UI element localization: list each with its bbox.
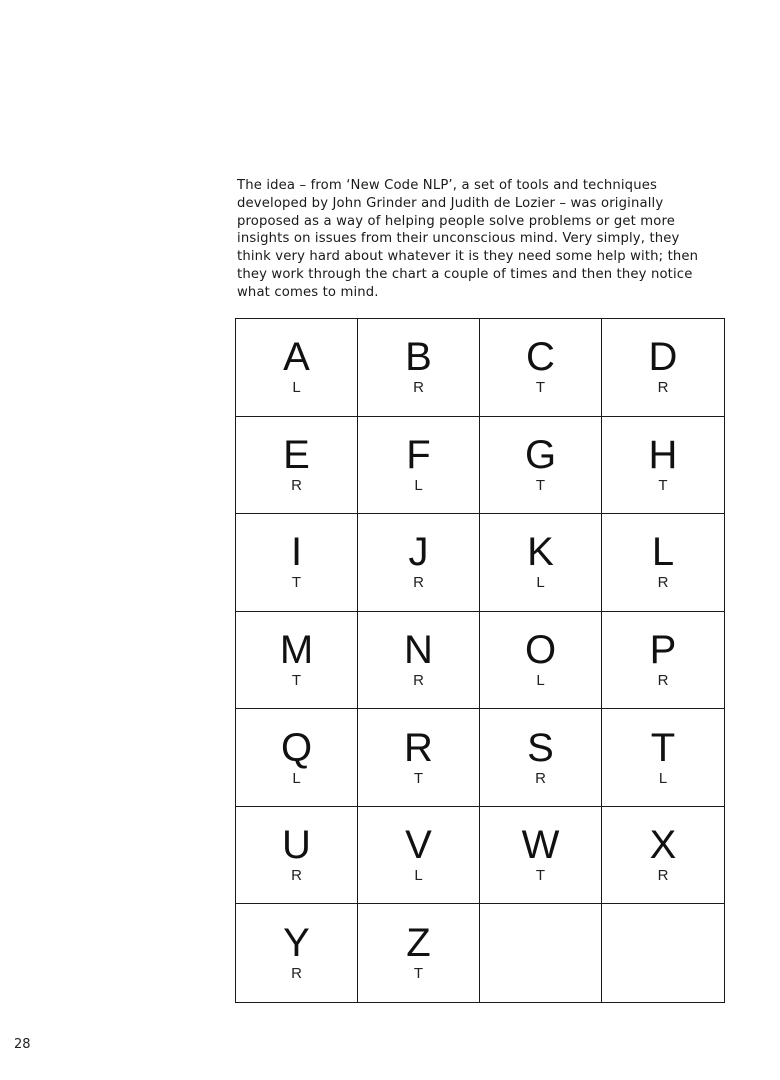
cell-letter: R: [404, 725, 433, 770]
cell-letter: F: [406, 432, 431, 477]
cell-hand: L: [414, 476, 423, 494]
cell-hand: L: [536, 574, 545, 592]
cell-letter: V: [405, 823, 432, 868]
chart-cell: [602, 807, 724, 905]
alphabet-chart: [235, 318, 725, 1003]
chart-cell: [358, 904, 480, 1002]
chart-cell: [480, 807, 602, 905]
cell-hand: R: [657, 379, 669, 397]
cell-letter: I: [290, 530, 303, 575]
page-number: 28: [14, 1037, 31, 1052]
chart-cell: [480, 417, 602, 515]
chart-cell: [236, 904, 358, 1002]
cell-hand: R: [291, 867, 302, 885]
chart-cell: [480, 514, 602, 612]
cell-letter: Z: [406, 921, 431, 966]
chart-cell: [358, 514, 480, 612]
cell-letter: S: [527, 725, 554, 770]
cell-hand: T: [535, 379, 546, 397]
cell-hand: R: [657, 574, 669, 592]
cell-letter: Y: [283, 921, 310, 966]
cell-letter: C: [526, 335, 555, 380]
cell-hand: R: [657, 867, 669, 885]
cell-hand: R: [291, 476, 302, 494]
cell-letter: J: [408, 530, 429, 575]
chart-cell: [236, 319, 358, 417]
chart-cell-empty: [480, 904, 602, 1002]
chart-cell: [236, 417, 358, 515]
cell-hand: L: [414, 867, 423, 885]
cell-letter: G: [524, 432, 557, 477]
cell-hand: L: [536, 671, 545, 689]
cell-letter: B: [405, 335, 432, 380]
chart-cell: [602, 612, 724, 710]
cell-hand: R: [413, 379, 424, 397]
chart-cell: [602, 514, 724, 612]
cell-hand: T: [291, 574, 302, 592]
cell-hand: T: [291, 671, 302, 689]
cell-letter: X: [649, 823, 677, 868]
cell-letter: E: [283, 432, 310, 477]
cell-letter: M: [279, 627, 314, 672]
chart-cell: [480, 709, 602, 807]
cell-letter: D: [648, 335, 678, 380]
intro-paragraph: The idea – from ‘New Code NLP’, a set of tools and techniques developed by John Grinder and Judith de Lozier – was originally proposed as a way of helping people solve problems or get more insights on issues from their unconscious mind. Very simply, they think very hard about whatever it is they need some help with; then they work through the chart a couple of times and then they notice what comes to mind.: [237, 178, 699, 300]
chart-cell: [358, 709, 480, 807]
cell-letter: O: [524, 627, 557, 672]
chart-cell: [358, 612, 480, 710]
cell-letter: A: [283, 335, 310, 380]
cell-hand: T: [413, 965, 424, 983]
cell-letter: T: [650, 725, 676, 770]
cell-hand: R: [413, 671, 424, 689]
cell-hand: R: [291, 965, 302, 983]
chart-cell: [602, 417, 724, 515]
cell-letter: L: [651, 530, 675, 575]
cell-hand: R: [657, 671, 669, 689]
cell-hand: L: [292, 379, 301, 397]
cell-letter: H: [648, 432, 678, 477]
cell-letter: U: [282, 823, 311, 868]
chart-cell: [480, 319, 602, 417]
chart-cell: [358, 319, 480, 417]
chart-cell: [236, 612, 358, 710]
chart-cell: [602, 319, 724, 417]
chart-cell-empty: [602, 904, 724, 1002]
cell-hand: T: [658, 476, 668, 494]
cell-hand: T: [413, 769, 424, 787]
cell-hand: R: [413, 574, 424, 592]
cell-hand: R: [535, 769, 546, 787]
cell-hand: T: [535, 476, 546, 494]
chart-cell: [358, 807, 480, 905]
chart-cell: [236, 709, 358, 807]
chart-cell: [236, 807, 358, 905]
cell-letter: P: [649, 627, 677, 672]
chart-cell: [358, 417, 480, 515]
cell-letter: N: [404, 627, 433, 672]
cell-letter: Q: [280, 725, 313, 770]
cell-letter: K: [527, 530, 554, 575]
chart-cell: [236, 514, 358, 612]
cell-hand: L: [658, 769, 668, 787]
chart-cell: [602, 709, 724, 807]
cell-letter: W: [521, 823, 560, 868]
chart-cell: [480, 612, 602, 710]
cell-hand: L: [292, 769, 301, 787]
cell-hand: T: [535, 867, 546, 885]
